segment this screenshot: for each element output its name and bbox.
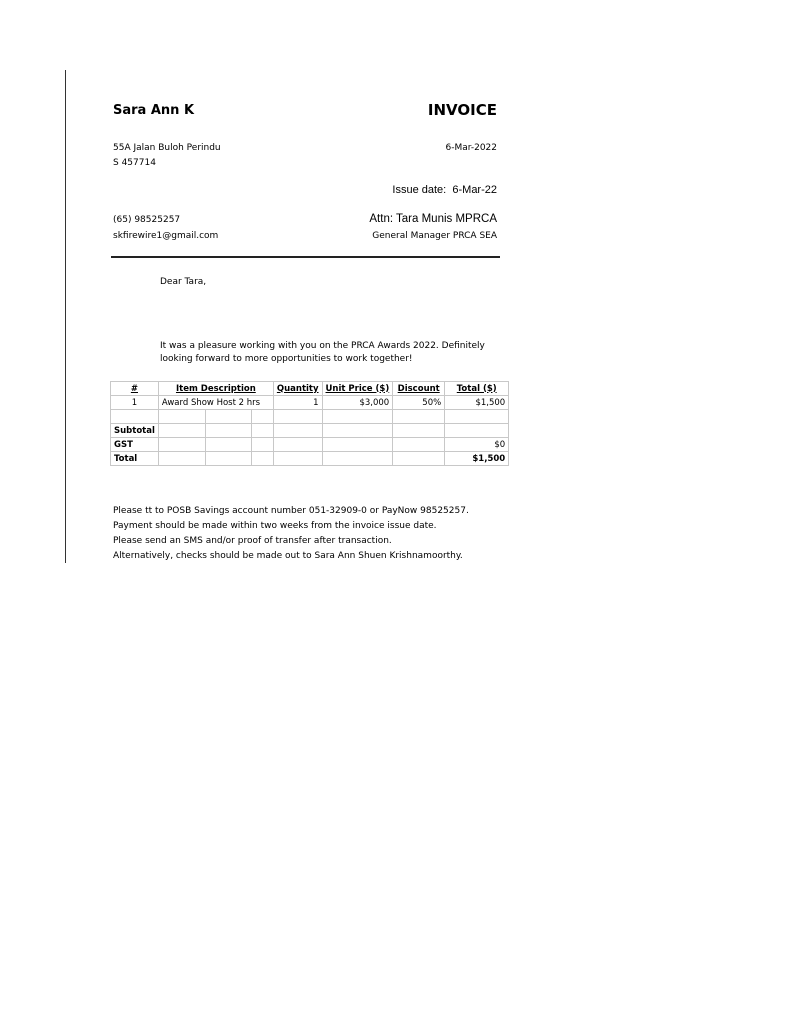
gst-label: GST xyxy=(111,438,159,452)
sender-address-line1: 55A Jalan Buloh Perindu xyxy=(113,143,221,153)
gst-row xyxy=(111,438,509,452)
header-quantity: Quantity xyxy=(273,382,322,396)
payment-note-2: Payment should be made within two weeks from the invoice issue date. xyxy=(113,521,437,531)
item-description: Award Show Host 2 hrs xyxy=(158,396,273,410)
header-num: # xyxy=(111,382,159,396)
issue-date-value: 6-Mar-22 xyxy=(452,184,497,196)
subtotal-value xyxy=(445,424,509,438)
header-description: Item Description xyxy=(158,382,273,396)
subtotal-label: Subtotal xyxy=(111,424,159,438)
item-total: $1,500 xyxy=(445,396,509,410)
table-row xyxy=(111,396,509,410)
item-quantity: 1 xyxy=(273,396,322,410)
gst-value: $0 xyxy=(445,438,509,452)
sender-phone: (65) 98525257 xyxy=(113,215,181,225)
table-header-row xyxy=(111,382,509,396)
header-divider xyxy=(111,256,500,258)
sender-name: Sara Ann K xyxy=(113,103,195,118)
header-total: Total ($) xyxy=(445,382,509,396)
header-unit-price: Unit Price ($) xyxy=(322,382,393,396)
header-discount: Discount xyxy=(393,382,445,396)
payment-note-4: Alternatively, checks should be made out to Sara Ann Shuen Krishnamoorthy. xyxy=(113,551,463,561)
page-margin-line xyxy=(65,70,66,563)
recipient-title: General Manager PRCA SEA xyxy=(372,231,497,241)
item-unit-price: $3,000 xyxy=(322,396,393,410)
sender-address-line2: S 457714 xyxy=(113,158,156,168)
invoice-table xyxy=(110,381,509,466)
issue-date xyxy=(392,184,497,196)
letter-body-line2: looking forward to more opportunities to work together! xyxy=(160,354,413,364)
payment-note-1: Please tt to POSB Savings account number 051-32909-0 or PayNow 98525257. xyxy=(113,506,469,516)
letter-greeting: Dear Tara, xyxy=(160,277,207,287)
payment-note-3: Please send an SMS and/or proof of transfer after transaction. xyxy=(113,536,392,546)
letter-body-line1: It was a pleasure working with you on the PRCA Awards 2022. Definitely xyxy=(160,341,485,351)
recipient-attn: Attn: Tara Munis MPRCA xyxy=(369,213,497,225)
table-row-empty xyxy=(111,410,509,424)
total-row xyxy=(111,452,509,466)
sender-email: skfirewire1@gmail.com xyxy=(113,231,219,241)
total-value: $1,500 xyxy=(445,452,509,466)
total-label: Total xyxy=(111,452,159,466)
item-discount: 50% xyxy=(393,396,445,410)
item-num: 1 xyxy=(111,396,159,410)
issue-date-label: Issue date: xyxy=(392,184,447,196)
invoice-title: INVOICE xyxy=(427,101,497,119)
subtotal-row xyxy=(111,424,509,438)
invoice-date: 6-Mar-2022 xyxy=(445,143,497,153)
